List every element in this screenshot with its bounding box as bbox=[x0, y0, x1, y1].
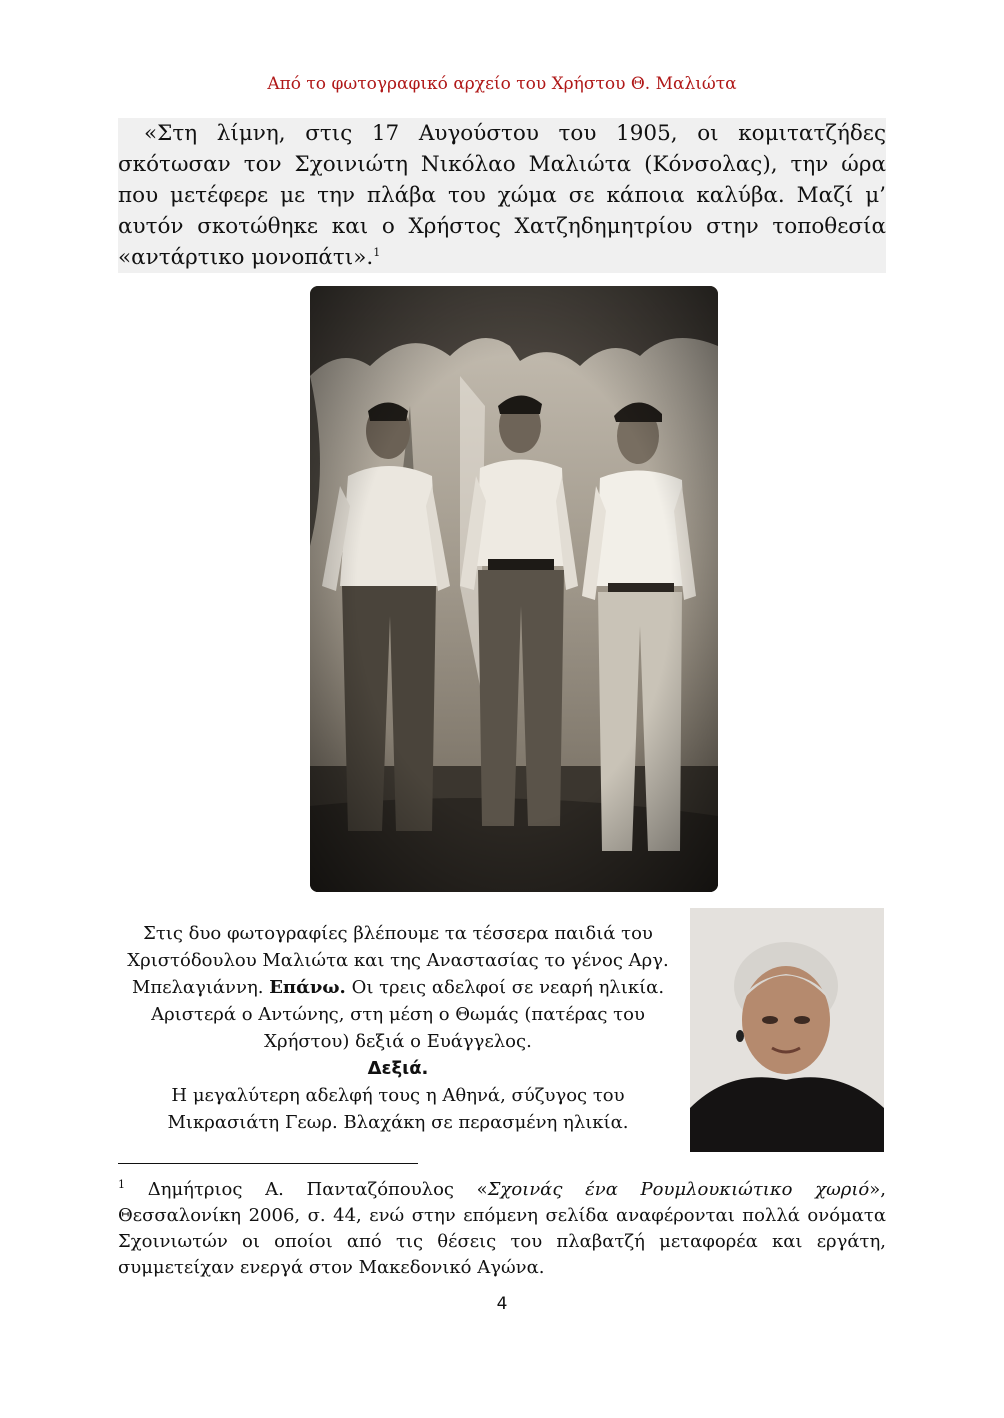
footnote-book-title: Σχοινάς ένα Ρουμλουκιώτικο χωριό bbox=[487, 1179, 870, 1200]
three-brothers-photo bbox=[310, 286, 718, 892]
photo-caption bbox=[118, 920, 678, 1136]
quote-text: «Στη λίμνη, στις 17 Αυγούστου του 1905, οι κομιτατζήδες σκότωσαν τον Σχοινιώτη Νικόλαο Μαλιώτα (Κόνσολας), την ώρα που μετέφερε με την πλάβα του χώμα σε κάποια καλύβα. Μαζί μ’ αυτόν σκοτώθηκε και ο Χρήστος Χατζηδημητρίου στην τοποθεσία «αντάρτικο μονοπάτι». bbox=[118, 121, 886, 270]
caption-above-label: Επάνω. bbox=[269, 977, 346, 998]
elderly-woman-photo bbox=[690, 908, 884, 1152]
footnote bbox=[118, 1177, 886, 1281]
caption-intro: Στις δυο φωτογραφίες βλέπουμε τα τέσσερα παιδιά του Χριστόδουλου Μαλιώτα και της Αναστασίας το γένος Αργ. Μπελαγιάννη. bbox=[127, 923, 669, 998]
running-header: Από το φωτογραφικό αρχείο του Χρήστου Θ. Μαλιώτα bbox=[267, 74, 737, 94]
footnote-number: 1 bbox=[118, 1178, 125, 1191]
page-number: 4 bbox=[496, 1294, 508, 1314]
footnote-ref[interactable]: 1 bbox=[373, 245, 381, 259]
caption-above-text: Οι τρεις αδελφοί σε νεαρή ηλικία. Αριστερά ο Αντώνης, στη μέση ο Θωμάς (πατέρας του Χρήστου) δεξιά ο Ευάγγελος. bbox=[151, 977, 665, 1052]
quote-paragraph bbox=[118, 118, 886, 273]
footnote-rest: », Θεσσαλονίκη 2006, σ. 44, ενώ στην επόμενη σελίδα αναφέρονται πολλά ονόματα Σχοινιωτών οι οποίοι από τις θέσεις του πλαβατζή μεταφορέα και εργάτη, συμμετείχαν ενεργά στον Μακεδονικό Αγώνα. bbox=[118, 1179, 886, 1278]
caption-right-label: Δεξιά. bbox=[367, 1058, 429, 1079]
footnote-author: Δημήτριος Α. Πανταζόπουλος « bbox=[147, 1179, 488, 1200]
caption-right-text: Η μεγαλύτερη αδελφή τους η Αθηνά, σύζυγος του Μικρασιάτη Γεωρ. Βλαχάκη σε περασμένη ηλικία. bbox=[167, 1085, 629, 1133]
footnote-divider bbox=[118, 1163, 418, 1164]
